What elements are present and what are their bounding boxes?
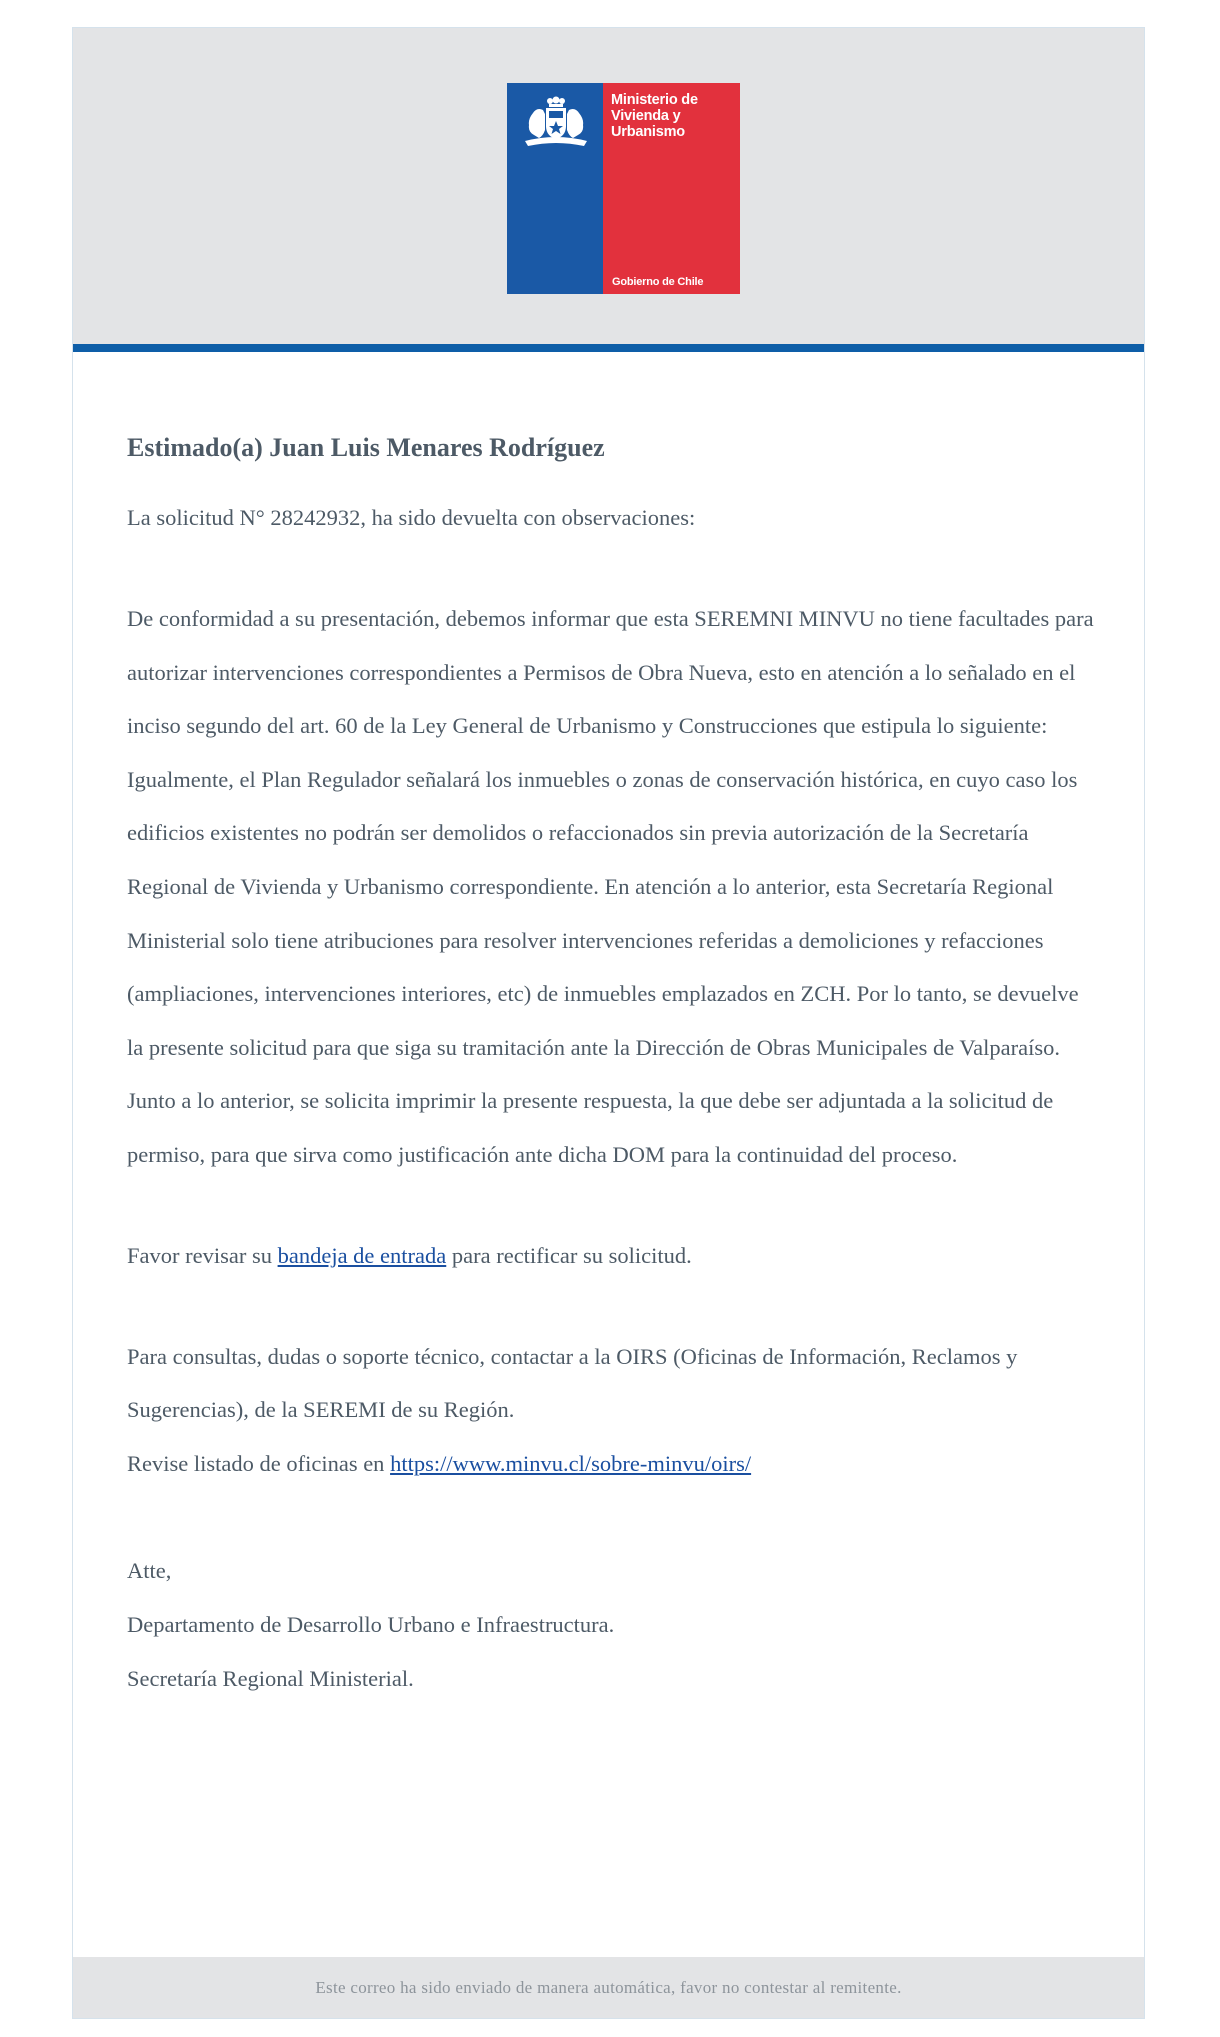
greeting: Estimado(a) Juan Luis Menares Rodríguez bbox=[127, 433, 605, 462]
signature bbox=[127, 1544, 1097, 1705]
signature-atte: Atte, bbox=[127, 1558, 172, 1584]
email-footer bbox=[73, 1957, 1144, 2018]
footer-notice: Este correo ha sido enviado de manera automática, favor no contestar al remitente. bbox=[315, 1977, 902, 1997]
inbox-link[interactable]: bandeja de entrada bbox=[277, 1242, 447, 1268]
offices-prefix: Revise listado de oficinas en bbox=[127, 1450, 391, 1476]
email-card bbox=[72, 27, 1145, 2019]
email-content bbox=[127, 428, 1097, 1705]
body-paragraph: De conformidad a su presentación, debemos informar que esta SEREMNI MINVU no tiene facultades para autorizar intervenciones correspondientes a Permisos de Obra Nueva, esto en atención a lo señalado en el inciso segundo del art. 60 de la Ley General de Urbanismo y Construcciones que estipula lo siguiente: Igualmente, el Plan Regulador señalará los inmuebles o zonas de conservación histórica, en cuyo caso los edificios existentes no podrán ser demolidos o refaccionados sin previa autorización de la Secretaría Regional de Vivienda y Urbanismo correspondiente. En atención a lo anterior, esta Secretaría Regional Ministerial solo tiene atribuciones para resolver intervenciones referidas a demoliciones y refacciones (ampliaciones, intervenciones interiores, etc) de inmuebles emplazados en ZCH. Por lo tanto, se devuelve la presente solicitud para que siga su tramitación ante la Dirección de Obras Municipales de Valparaíso. Junto a lo anterior, se solicita imprimir la presente respuesta, la que debe ser adjuntada a la solicitud de permiso, para que sirva como justificación ante dicha DOM para la continuidad del proceso. bbox=[127, 606, 1094, 1167]
review-inbox-suffix: para rectificar su solicitud. bbox=[446, 1242, 692, 1268]
contact-info: Para consultas, dudas o soporte técnico, contactar a la OIRS (Oficinas de Información, Reclamos y Sugerencias), de la SEREMI de su Región. bbox=[127, 1343, 1018, 1423]
chile-coat-of-arms-icon bbox=[519, 91, 593, 153]
logo-red-panel bbox=[603, 83, 740, 294]
review-inbox-prefix: Favor revisar su bbox=[127, 1242, 278, 1268]
review-inbox-text bbox=[127, 1236, 1097, 1276]
email-header bbox=[73, 28, 1144, 344]
logo-footer-text: Gobierno de Chile bbox=[612, 276, 704, 288]
oirs-offices-link[interactable]: https://www.minvu.cl/sobre-minvu/oirs/ bbox=[390, 1450, 752, 1476]
signature-secretariat: Secretaría Regional Ministerial. bbox=[127, 1665, 414, 1691]
minvu-logo bbox=[507, 83, 740, 294]
intro-text: La solicitud N° 28242932, ha sido devuelta con observaciones: bbox=[127, 505, 696, 530]
logo-blue-panel bbox=[507, 83, 603, 294]
header-accent-bar bbox=[73, 344, 1144, 352]
logo-title: Ministerio de Vivienda y Urbanismo bbox=[611, 92, 698, 140]
contact-text bbox=[127, 1330, 1097, 1491]
signature-department: Departamento de Desarrollo Urbano e Infraestructura. bbox=[127, 1611, 615, 1637]
